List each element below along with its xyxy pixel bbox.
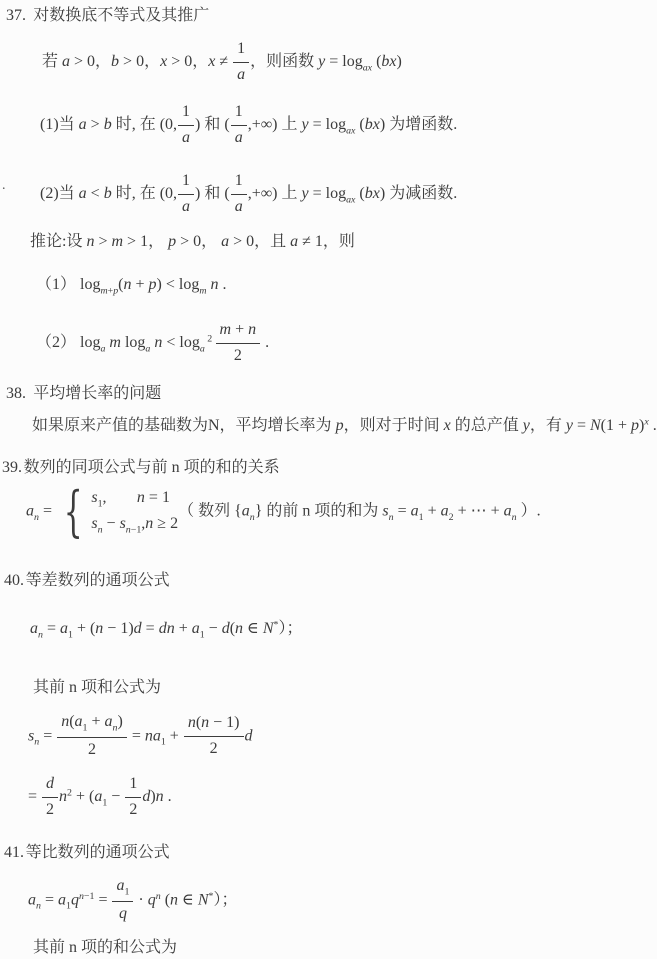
math-text: (1 + bbox=[600, 417, 631, 434]
math-variable: x bbox=[443, 417, 451, 434]
math-text: 1 bbox=[124, 886, 130, 898]
math-variable: b bbox=[103, 184, 112, 202]
math-text: . bbox=[648, 417, 657, 434]
math-variable: a bbox=[62, 52, 71, 70]
math-text: > 0， bbox=[176, 233, 222, 250]
math-variable: n bbox=[154, 333, 163, 351]
math-numerator bbox=[184, 713, 244, 737]
math-text: ）； bbox=[213, 891, 238, 909]
math-superscript bbox=[207, 334, 212, 345]
math-variable: n bbox=[145, 514, 154, 532]
math-text: 2 bbox=[448, 511, 454, 523]
math-variable: a bbox=[78, 184, 87, 202]
math-subscript bbox=[363, 62, 372, 73]
math-denominator bbox=[178, 195, 194, 218]
math-text: 2 bbox=[67, 787, 72, 799]
math-numerator bbox=[57, 712, 127, 738]
math-numerator bbox=[231, 102, 247, 126]
math-text: ≠ bbox=[215, 52, 233, 70]
math-text: log bbox=[120, 333, 146, 351]
math-text: 40. bbox=[4, 572, 24, 589]
math-variable: d bbox=[221, 620, 230, 637]
math-variable: a bbox=[57, 891, 66, 909]
math-variable: n bbox=[249, 511, 255, 523]
math-text: −1 bbox=[130, 524, 142, 536]
math-variable: a bbox=[241, 502, 250, 520]
math-variable: ax bbox=[362, 62, 373, 74]
math-text: ) 为增函数. bbox=[379, 115, 458, 133]
math-text: 推论:设 bbox=[30, 233, 87, 250]
math-text: ( bbox=[355, 184, 365, 202]
math-variable: m bbox=[199, 285, 207, 297]
math-case-row bbox=[91, 512, 178, 538]
math-variable: x bbox=[208, 52, 216, 70]
math-text: ) 和 ( bbox=[195, 184, 230, 202]
math-text: = 1 bbox=[144, 489, 170, 506]
math-text: − bbox=[204, 620, 222, 637]
math-variable: a bbox=[59, 620, 68, 637]
math-variable: m bbox=[111, 233, 124, 250]
math-text: + bbox=[165, 727, 183, 745]
math-text: ( bbox=[69, 713, 75, 730]
math-text: + bbox=[131, 276, 149, 293]
math-variable: a bbox=[182, 128, 191, 146]
math-numerator bbox=[178, 171, 194, 195]
math-text: ( bbox=[118, 276, 124, 293]
math-text: ) bbox=[396, 52, 402, 70]
math-denominator bbox=[42, 798, 58, 821]
math-variable: x bbox=[160, 52, 168, 70]
math-text: （ 数列 { bbox=[178, 502, 242, 520]
math-text: . bbox=[163, 787, 172, 805]
math-superscript bbox=[79, 891, 95, 902]
math-variable: m bbox=[109, 333, 121, 351]
math-text: （2） log bbox=[36, 333, 101, 351]
math-text: ≠ 1，则 bbox=[298, 233, 355, 250]
math-subscript bbox=[100, 285, 118, 296]
math-variable: a bbox=[100, 343, 106, 355]
math-text: − bbox=[102, 514, 120, 532]
math-text: 等差数列的通项公式 bbox=[25, 572, 170, 589]
math-text: 1 bbox=[237, 40, 246, 57]
math-variable: n bbox=[187, 714, 196, 732]
math-cases bbox=[56, 479, 179, 543]
math-variable: n bbox=[38, 629, 43, 641]
math-fraction bbox=[230, 171, 248, 218]
section-41-sum-label bbox=[33, 938, 177, 959]
math-text: > 1， bbox=[123, 233, 169, 250]
math-variable: s bbox=[91, 514, 98, 532]
math-text: = bbox=[393, 502, 411, 520]
math-text: (1)当 bbox=[40, 115, 79, 133]
math-text: + bbox=[423, 502, 441, 520]
math-variable: a bbox=[221, 233, 230, 250]
math-text: ( bbox=[229, 620, 236, 637]
math-fraction bbox=[111, 876, 134, 925]
math-case-row bbox=[91, 486, 178, 512]
math-text: = log bbox=[308, 115, 347, 133]
math-text: −1 bbox=[83, 890, 95, 902]
math-text: + bbox=[87, 713, 105, 730]
math-variable: n bbox=[36, 900, 41, 912]
math-text: 1 bbox=[82, 722, 88, 734]
math-text: 如果原来产值的基础数为N，平均增长率为 bbox=[32, 417, 336, 434]
math-text: 1 bbox=[199, 629, 205, 641]
math-text: = bbox=[39, 727, 57, 745]
math-variable: ax bbox=[346, 194, 356, 206]
math-text: ) bbox=[117, 713, 123, 730]
math-variable: s bbox=[28, 727, 35, 745]
math-text: > bbox=[94, 233, 112, 250]
math-text: 时, 在 (0, bbox=[111, 184, 178, 202]
math-text: 1 bbox=[67, 629, 73, 641]
math-text: （1） log bbox=[36, 276, 101, 293]
math-text: 2 bbox=[129, 800, 138, 818]
math-text: + bbox=[174, 620, 192, 637]
math-variable: y bbox=[301, 184, 309, 202]
math-fraction bbox=[177, 171, 195, 218]
math-denominator bbox=[125, 798, 141, 821]
math-text: ,+∞) 上 bbox=[247, 115, 302, 133]
math-text: = bbox=[94, 891, 112, 909]
math-variable: a bbox=[234, 128, 243, 146]
math-variable: bx bbox=[364, 115, 380, 133]
math-variable: d bbox=[46, 775, 55, 792]
section-37-premise bbox=[42, 39, 402, 86]
math-text: = bbox=[40, 891, 58, 909]
section-40-sum-formula-1 bbox=[28, 712, 253, 761]
math-text: ，则对于时间 bbox=[343, 417, 444, 434]
math-text: 37. bbox=[6, 7, 26, 24]
section-39-heading bbox=[2, 458, 280, 479]
math-text: } 的前 n 项的和为 bbox=[254, 502, 383, 520]
math-text: < log bbox=[162, 333, 200, 351]
section-37-case-1 bbox=[40, 102, 457, 149]
math-text: + bbox=[107, 285, 114, 297]
math-variable: a bbox=[104, 713, 113, 730]
math-text: · bbox=[134, 891, 148, 909]
math-variable: a bbox=[191, 620, 200, 637]
math-text: 1 bbox=[182, 103, 191, 120]
math-text: 等比数列的通项公式 bbox=[25, 844, 170, 861]
math-text: (2)当 bbox=[40, 184, 79, 202]
math-text: 2 bbox=[209, 740, 218, 758]
math-text: ( bbox=[160, 891, 171, 909]
math-text: + ⋯ + bbox=[453, 502, 504, 520]
math-variable: x bbox=[644, 416, 649, 428]
math-fraction bbox=[232, 39, 250, 86]
math-text: 2 bbox=[88, 741, 97, 759]
math-text: ) bbox=[639, 417, 645, 434]
math-variable: s bbox=[119, 514, 126, 532]
math-numerator bbox=[112, 876, 133, 902]
section-40-sum-formula-2 bbox=[28, 774, 172, 821]
math-text: ≥ 2 bbox=[153, 514, 179, 532]
math-text: 38. bbox=[6, 385, 26, 402]
math-variable: q bbox=[70, 891, 79, 909]
math-numerator bbox=[233, 39, 249, 63]
math-text: ( bbox=[355, 115, 365, 133]
math-text: 时, 在 (0, bbox=[111, 115, 178, 133]
math-variable: n bbox=[155, 787, 164, 805]
math-variable: n bbox=[201, 714, 210, 732]
section-37-heading bbox=[6, 6, 209, 27]
math-text: , bbox=[141, 514, 146, 532]
math-variable: n bbox=[136, 489, 145, 506]
math-variable: a bbox=[199, 343, 205, 355]
math-text: = bbox=[38, 502, 56, 520]
math-variable: ax bbox=[346, 125, 356, 137]
math-text: + ( bbox=[72, 620, 96, 637]
math-variable: a bbox=[74, 713, 83, 730]
math-text: = bbox=[127, 727, 145, 745]
math-text: 1 bbox=[418, 511, 424, 523]
math-text: ∈ bbox=[178, 891, 198, 909]
math-text: > 0， bbox=[70, 52, 112, 70]
math-text: + ( bbox=[71, 787, 95, 805]
math-variable: N bbox=[262, 620, 274, 637]
math-variable: n bbox=[86, 233, 95, 250]
math-text: = bbox=[28, 787, 42, 805]
math-text: ,+∞) 上 bbox=[247, 184, 302, 202]
math-variable: dn bbox=[158, 620, 175, 637]
math-text: 的总产值 bbox=[450, 417, 523, 434]
left-brace: { bbox=[63, 479, 83, 543]
math-variable: a bbox=[94, 787, 103, 805]
math-text: ，则函数 bbox=[250, 52, 319, 70]
math-text: > 0， bbox=[119, 52, 161, 70]
math-variable: b bbox=[103, 115, 112, 133]
math-variable: n bbox=[155, 890, 161, 902]
math-variable: bx bbox=[381, 52, 397, 70]
section-38-body bbox=[32, 416, 657, 437]
math-variable: s bbox=[91, 489, 98, 506]
math-text: > 0，且 bbox=[229, 233, 291, 250]
math-variable: b bbox=[111, 52, 120, 70]
math-denominator bbox=[57, 738, 127, 761]
math-text: . bbox=[261, 333, 270, 351]
math-variable: y bbox=[301, 115, 309, 133]
math-fraction bbox=[56, 712, 128, 761]
math-variable: n bbox=[95, 620, 104, 637]
math-text: ）； bbox=[278, 620, 303, 637]
math-text: 数列的同项公式与前 n 项的和的关系 bbox=[23, 459, 280, 476]
math-text: ) 为减函数. bbox=[379, 184, 458, 202]
math-case-rows bbox=[91, 486, 178, 538]
math-variable: a bbox=[78, 115, 87, 133]
math-text: ）. bbox=[516, 502, 541, 520]
math-fraction bbox=[215, 320, 262, 367]
math-text: − bbox=[107, 787, 125, 805]
math-variable: n bbox=[210, 276, 219, 293]
math-variable: a bbox=[116, 877, 125, 894]
math-variable: n bbox=[388, 511, 394, 523]
math-text: = bbox=[141, 620, 159, 637]
math-text: * bbox=[273, 619, 279, 631]
math-variable: p bbox=[168, 233, 177, 250]
math-numerator bbox=[42, 774, 58, 798]
math-variable: n bbox=[170, 891, 179, 909]
math-denominator bbox=[231, 195, 247, 218]
math-variable: d bbox=[133, 620, 142, 637]
math-variable: bx bbox=[364, 184, 380, 202]
math-text: < bbox=[86, 184, 104, 202]
math-variable: m bbox=[219, 321, 232, 338]
math-variable: n bbox=[34, 736, 40, 748]
section-41-heading bbox=[4, 843, 170, 864]
math-text: ( bbox=[372, 52, 382, 70]
math-variable: n bbox=[59, 787, 68, 805]
math-variable: a bbox=[234, 197, 243, 215]
math-text: 平均增长率的问题 bbox=[33, 385, 162, 402]
math-text: 39. bbox=[2, 459, 22, 476]
math-subscript bbox=[126, 524, 142, 535]
math-denominator bbox=[112, 902, 133, 925]
section-37-corollary-1 bbox=[36, 275, 226, 298]
math-variable: n bbox=[112, 722, 118, 734]
math-denominator bbox=[178, 126, 194, 149]
math-text: 对数换底不等式及其推广 bbox=[33, 7, 210, 24]
math-variable: y bbox=[565, 417, 573, 434]
math-fraction bbox=[183, 713, 245, 760]
section-40-sum-label bbox=[33, 678, 161, 699]
math-variable: p bbox=[335, 417, 344, 434]
math-text: ) < log bbox=[156, 276, 200, 293]
math-text: . bbox=[218, 276, 227, 293]
math-denominator bbox=[216, 344, 261, 367]
math-variable: a bbox=[440, 502, 449, 520]
math-text: > 0， bbox=[167, 52, 209, 70]
math-variable: q bbox=[118, 905, 127, 923]
math-variable: n bbox=[97, 524, 103, 536]
section-37-corollary bbox=[30, 232, 355, 253]
math-text: 其前 n 项的和公式为 bbox=[33, 939, 178, 956]
math-text: * bbox=[208, 890, 214, 902]
math-numerator bbox=[178, 102, 194, 126]
math-variable: n bbox=[123, 276, 132, 293]
math-text: ( bbox=[195, 714, 202, 732]
math-numerator bbox=[231, 171, 247, 195]
math-denominator bbox=[184, 737, 244, 760]
math-text: , bbox=[102, 489, 107, 506]
math-text: 1 bbox=[182, 172, 191, 189]
section-39-formula bbox=[26, 479, 541, 543]
math-variable: n bbox=[34, 511, 39, 523]
math-variable: y bbox=[522, 417, 530, 434]
math-variable: s bbox=[382, 502, 389, 520]
math-variable: p bbox=[113, 285, 119, 297]
section-40-general-term bbox=[30, 619, 303, 642]
math-text: = bbox=[572, 417, 590, 434]
math-variable: m bbox=[100, 285, 108, 297]
math-variable: a bbox=[237, 65, 246, 83]
math-variable: n bbox=[125, 524, 131, 536]
math-text: ) bbox=[150, 787, 156, 805]
math-subscript bbox=[124, 886, 129, 897]
math-variable: N bbox=[197, 891, 209, 909]
section-37-corollary-2 bbox=[36, 320, 269, 367]
math-text: ) 和 ( bbox=[195, 115, 230, 133]
math-variable: p bbox=[148, 276, 157, 293]
math-text: = bbox=[42, 620, 60, 637]
math-variable: a bbox=[182, 197, 191, 215]
math-variable: a bbox=[503, 502, 512, 520]
math-variable: n bbox=[235, 620, 244, 637]
section-38-heading bbox=[6, 384, 161, 405]
math-text: 2 bbox=[233, 346, 242, 364]
math-variable: n bbox=[248, 321, 257, 338]
math-text: ，有 bbox=[529, 417, 566, 434]
math-text: 1 bbox=[234, 172, 243, 189]
math-text: 1 bbox=[234, 103, 243, 120]
section-37-case-2 bbox=[40, 171, 457, 218]
math-text: 若 bbox=[42, 52, 63, 70]
math-numerator bbox=[216, 320, 261, 344]
section-40-heading bbox=[4, 571, 170, 592]
math-variable: d bbox=[244, 727, 253, 745]
math-text: − 1) bbox=[209, 714, 240, 732]
math-text: = log bbox=[308, 184, 347, 202]
math-text: 41. bbox=[4, 844, 24, 861]
math-variable: a bbox=[145, 343, 151, 355]
math-variable: n bbox=[511, 511, 517, 523]
math-variable: q bbox=[147, 891, 156, 909]
math-text: 1 bbox=[97, 498, 103, 510]
math-text: − 1) bbox=[103, 620, 134, 637]
math-variable: d bbox=[142, 787, 151, 805]
math-text: 1 bbox=[129, 775, 138, 792]
math-fraction bbox=[41, 774, 59, 821]
scan-stray-mark: . bbox=[2, 178, 6, 193]
math-text: 2 bbox=[46, 800, 55, 818]
math-variable: y bbox=[318, 52, 326, 70]
math-numerator bbox=[125, 774, 141, 798]
math-variable: a bbox=[28, 891, 36, 909]
math-fraction bbox=[230, 102, 248, 149]
math-variable: a bbox=[290, 233, 299, 250]
math-variable: a bbox=[26, 502, 34, 520]
math-text: + bbox=[231, 321, 249, 338]
math-fraction bbox=[177, 102, 195, 149]
math-text: 1 bbox=[102, 797, 108, 809]
math-text: ∈ bbox=[243, 620, 263, 637]
math-text: 2 bbox=[207, 333, 213, 345]
math-variable: p bbox=[631, 417, 639, 434]
math-text: 1 bbox=[65, 900, 71, 912]
math-variable: a bbox=[30, 620, 38, 637]
math-subscript bbox=[200, 343, 205, 354]
math-text: = log bbox=[325, 52, 363, 70]
math-text: > bbox=[86, 115, 104, 133]
math-variable: N bbox=[589, 417, 601, 434]
math-text: 其前 n 项和公式为 bbox=[33, 679, 162, 696]
section-41-general-term bbox=[28, 876, 238, 925]
math-variable: na bbox=[144, 727, 161, 745]
math-variable: a bbox=[410, 502, 419, 520]
math-denominator bbox=[233, 63, 249, 86]
math-denominator bbox=[231, 126, 247, 149]
math-fraction bbox=[124, 774, 142, 821]
math-variable: n bbox=[78, 890, 84, 902]
math-variable: n bbox=[61, 713, 70, 730]
math-text: 1 bbox=[160, 736, 166, 748]
